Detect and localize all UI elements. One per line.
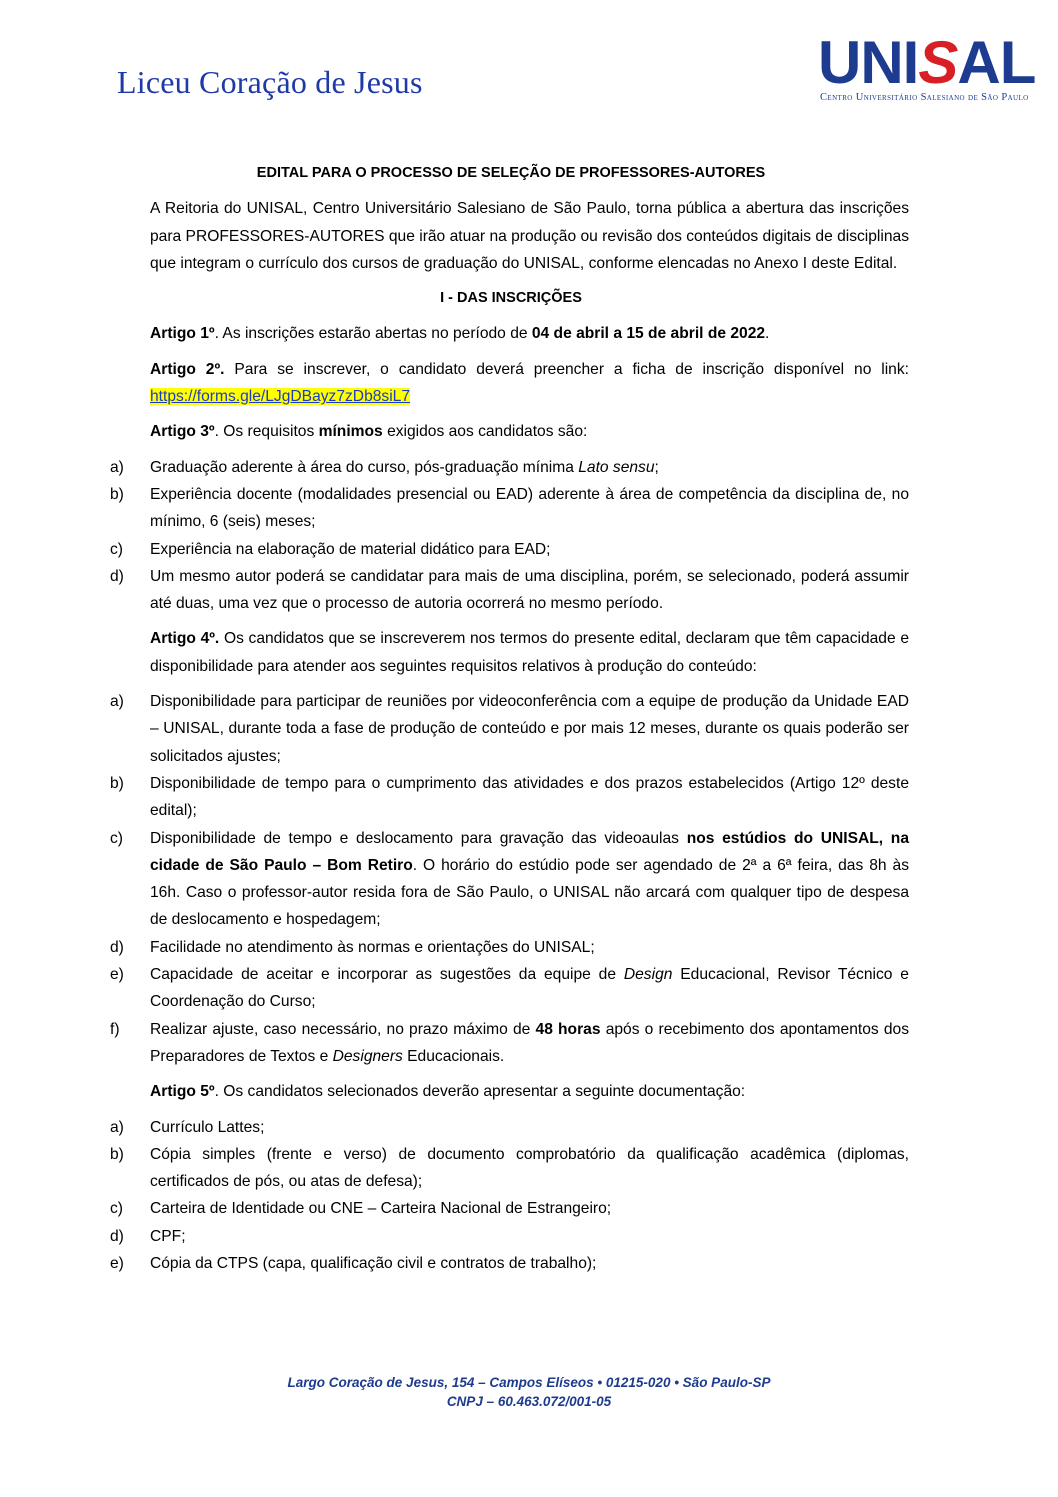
section-heading: I - DAS INSCRIÇÕES <box>440 290 582 307</box>
list-item: a) Disponibilidade para participar de reuniões por videoconferência com a equipe de produção da Unidade EAD – UNISAL, durante toda a fase de produção de conteúdo e por mais 12 meses, durante os quais poderão ser solicitados ajustes; <box>110 693 909 765</box>
list-item: c) Carteira de Identidade ou CNE – Carteira Nacional de Estrangeiro; <box>110 1200 612 1218</box>
article-1: Artigo 1º. As inscrições estarão abertas no período de 04 de abril a 15 de abril de 2022. <box>150 325 770 343</box>
intro-paragraph: A Reitoria do UNISAL, Centro Universitário Salesiano de São Paulo, torna pública a abertura das inscrições para PROFESSORES-AUTORES que irão atuar na produção ou revisão dos conteúdos digitais de disciplinas que integram o currículo dos cursos de graduação do UNISAL, conforme elencadas no Anexo I deste Edital. <box>150 200 910 272</box>
document-title: EDITAL PARA O PROCESSO DE SELEÇÃO DE PROFESSORES-AUTORES <box>256 165 766 181</box>
footer-cnpj: CNPJ – 60.463.072/001-05 <box>446 1394 612 1409</box>
article-4: Artigo 4º. Os candidatos que se inscreverem nos termos do presente edital, declaram que têm capacidade e disponibilidade para atender aos seguintes requisitos relativos à produção do conteúdo: <box>150 630 909 675</box>
list-item: e) Cópia da CTPS (capa, qualificação civil e contratos de trabalho); <box>110 1254 597 1272</box>
article-2: Artigo 2º. Para se inscrever, o candidato deverá preencher a ficha de inscrição disponível no link: https://forms.gle/LJgDBayz7zDb8siL7 <box>150 360 909 406</box>
institution-name: Liceu Coração de Jesus <box>117 64 423 100</box>
list-item: c) Disponibilidade de tempo e deslocamento para gravação das videoaulas nos estúdios do UNISAL, na cidade de São Paulo – Bom Retiro. O horário do estúdio pode ser agendado de 2ª a 6ª feira, das 8h às 16h. Caso o professor-autor resida fora de São Paulo, o UNISAL não arcará com qualquer tipo de despesa de deslocamento e hospedagem; <box>110 829 910 929</box>
list-item: a) Graduação aderente à área do curso, pós-graduação mínima Lato sensu; <box>110 458 659 476</box>
article-5: Artigo 5º. Os candidatos selecionados deverão apresentar a seguinte documentação: <box>150 1083 746 1101</box>
article-3: Artigo 3º. Os requisitos mínimos exigidos aos candidatos são: <box>150 423 588 441</box>
logo-subtitle: Centro Universitário Salesiano de São Paulo <box>820 92 1029 103</box>
list-item: b) Experiência docente (modalidades presencial ou EAD) aderente à área de competência da disciplina de, no mínimo, 6 (seis) meses; <box>110 485 909 531</box>
footer-address: Largo Coração de Jesus, 154 – Campos Elíseos • 01215-020 • São Paulo-SP <box>287 1375 771 1390</box>
list-item: e) Capacidade de aceitar e incorporar as sugestões da equipe de Design Educacional, Revisor Técnico e Coordenação do Curso; <box>110 966 909 1011</box>
availability-list <box>110 688 910 1070</box>
list-item: b) Cópia simples (frente e verso) de documento comprobatório da qualificação acadêmica (diplomas, certificados de pós, ou atas de defesa); <box>110 1145 909 1191</box>
list-item: b) Disponibilidade de tempo para o cumprimento das atividades e dos prazos estabelecidos (Artigo 12º deste edital); <box>110 774 909 820</box>
list-item: d) CPF; <box>110 1227 186 1245</box>
page-footer <box>0 1373 1058 1411</box>
list-item: d) Um mesmo autor poderá se candidatar para mais de uma disciplina, porém, se selecionado, poderá assumir até duas, uma vez que o processo de autoria ocorrerá no mesmo período. <box>110 567 909 613</box>
documents-list <box>110 1114 909 1278</box>
registration-form-link[interactable]: https://forms.gle/LJgDBayz7zDb8siL7 <box>150 388 411 406</box>
document-body <box>110 160 910 1285</box>
list-item: d) Facilidade no atendimento às normas e orientações do UNISAL; <box>110 938 595 956</box>
unisal-logo <box>818 29 1036 112</box>
list-item: a) Currículo Lattes; <box>110 1118 265 1136</box>
list-item: c) Experiência na elaboração de material didático para EAD; <box>110 540 551 558</box>
list-item: f) Realizar ajuste, caso necessário, no prazo máximo de 48 horas após o recebimento dos apontamentos dos Preparadores de Textos e Designers Educacionais. <box>110 1020 909 1065</box>
logo-wordmark: UNISAL <box>818 29 1036 96</box>
requirements-list <box>110 454 909 618</box>
